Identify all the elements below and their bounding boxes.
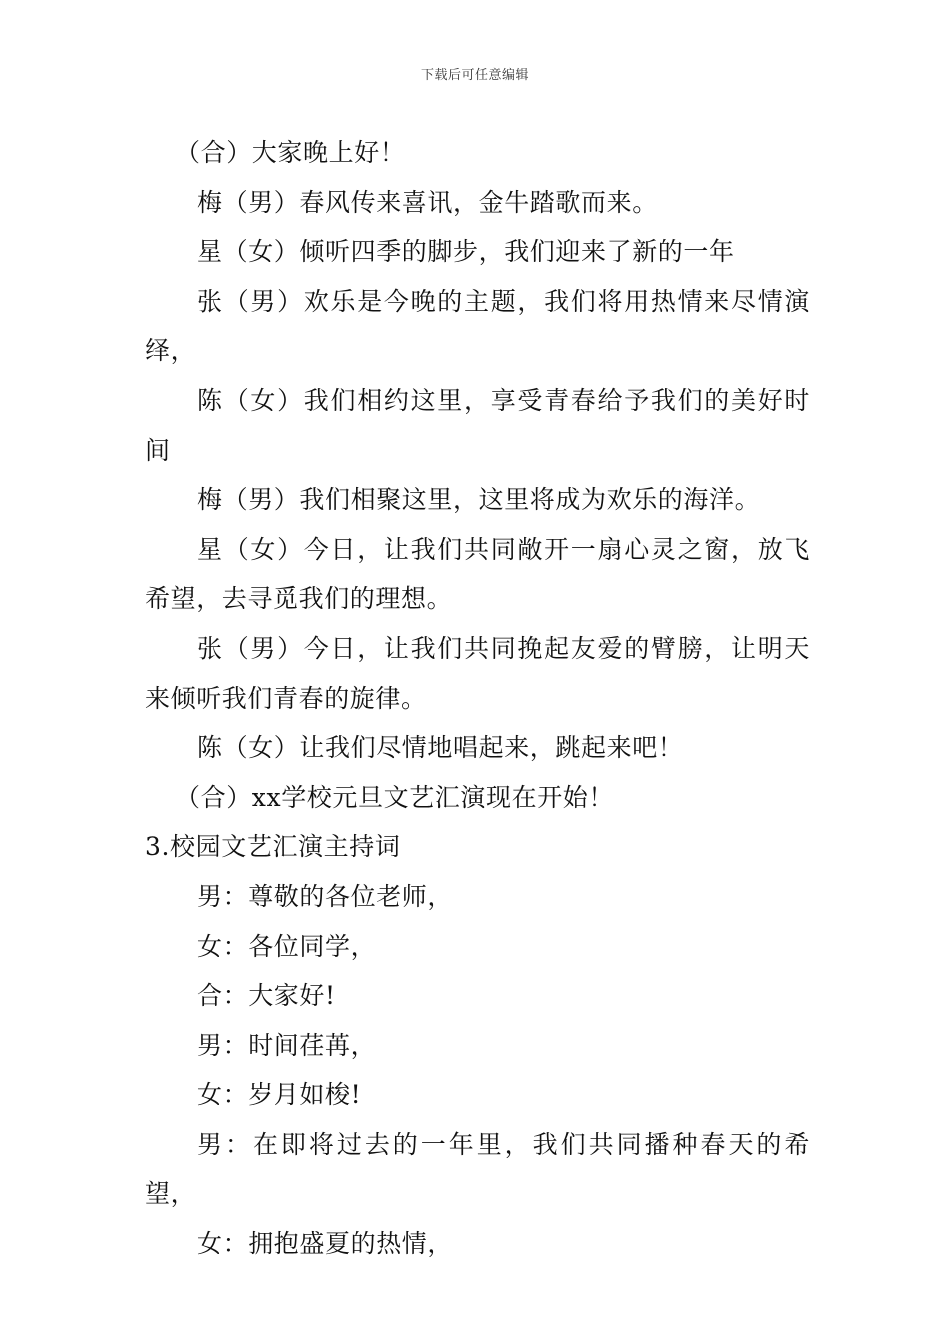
paragraph: 梅（男）春风传来喜讯，金牛踏歌而来。: [197, 187, 658, 217]
paragraph: 女：拥抱盛夏的热情，: [197, 1229, 454, 1259]
paragraph: 梅（男）我们相聚这里，这里将成为欢乐的海洋。: [197, 485, 761, 515]
paragraph: 星（女）倾听四季的脚步，我们迎来了新的一年: [197, 237, 735, 267]
paragraph: 陈（女）我们相约这里，享受青春给予我们的美好时间: [145, 385, 810, 465]
paragraph: 张（男）今日，让我们共同挽起友爱的臂膀，让明天来倾听我们青春的旋律。: [145, 633, 810, 713]
paragraph: 女：各位同学，: [197, 931, 377, 961]
page-header: 下载后可任意编辑: [420, 68, 529, 83]
paragraph: 陈（女）让我们尽情地唱起来，跳起来吧！: [197, 733, 684, 763]
paragraph: （合）xx学校元旦文艺汇演现在开始！: [175, 782, 614, 812]
paragraph: 女：岁月如梭!: [197, 1080, 362, 1110]
paragraph: 男：尊敬的各位老师，: [197, 881, 454, 911]
paragraph: 男：在即将过去的一年里，我们共同播种春天的希望，: [145, 1129, 810, 1209]
paragraph: 星（女）今日，让我们共同敞开一扇心灵之窗，放飞希望，去寻觅我们的理想。: [145, 534, 810, 614]
paragraph: 张（男）欢乐是今晚的主题，我们将用热情来尽情演绎，: [145, 286, 810, 366]
paragraph: （合）大家晚上好！: [175, 138, 406, 167]
paragraph: 男：时间荏苒，: [197, 1030, 377, 1060]
section-heading: 3.校园文艺汇演主持词: [145, 832, 401, 862]
document-body: [145, 128, 810, 1269]
paragraph: 合：大家好!: [197, 981, 336, 1011]
